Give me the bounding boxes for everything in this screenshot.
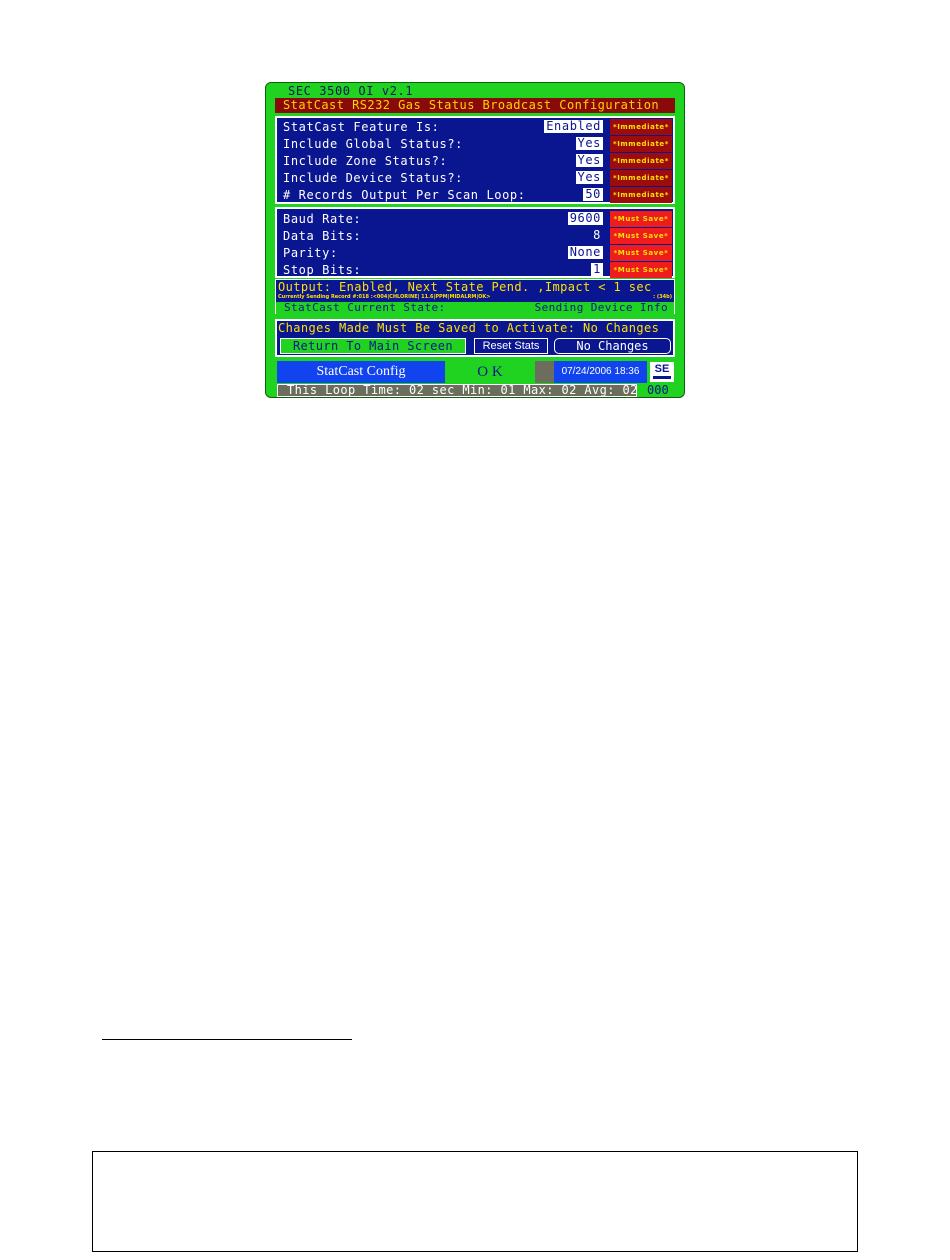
- setting-row-databits: [277, 228, 673, 245]
- sec-logo: [650, 362, 674, 382]
- hmi-screen: [265, 82, 685, 398]
- must-save-tag: *Must Save*: [610, 245, 672, 261]
- must-save-tag: *Must Save*: [610, 228, 672, 244]
- changes-message: Changes Made Must Be Saved to Activate: No Changes: [278, 321, 660, 335]
- feature-enabled-field[interactable]: Enabled: [546, 119, 601, 133]
- setting-row-zone: [277, 153, 673, 170]
- current-state-value: Sending Device Info: [534, 301, 668, 314]
- setting-label: # Records Output Per Scan Loop:: [283, 188, 526, 202]
- save-changes-button[interactable]: No Changes: [554, 338, 671, 354]
- status-spacer: [535, 361, 554, 383]
- setting-label: Data Bits:: [283, 229, 362, 243]
- immediate-tag: *Immediate*: [610, 187, 672, 203]
- output-status-text: Output: Enabled, Next State Pend. ,Impact < 1 sec: [278, 280, 652, 294]
- app-title: SEC 3500 OI v2.1: [288, 84, 414, 98]
- data-bits-field[interactable]: 8: [593, 228, 601, 242]
- immediate-tag: *Immediate*: [610, 136, 672, 152]
- setting-label: Stop Bits:: [283, 263, 362, 277]
- sending-bytes-text: : (34b): [653, 294, 672, 300]
- stop-bits-field[interactable]: 1: [593, 262, 601, 276]
- serial-settings-panel: [275, 207, 675, 278]
- setting-row-device: [277, 170, 673, 187]
- current-state-bar: [276, 302, 674, 314]
- setting-label: StatCast Feature Is:: [283, 120, 440, 134]
- output-status-box: [275, 279, 675, 314]
- setting-row-baud: [277, 211, 673, 228]
- setting-label: Include Global Status?:: [283, 137, 463, 151]
- include-device-field[interactable]: Yes: [577, 170, 601, 184]
- loop-counter: 000: [647, 383, 669, 397]
- must-save-tag: *Must Save*: [610, 211, 672, 227]
- status-strip: [277, 361, 675, 383]
- parity-field[interactable]: None: [569, 245, 601, 259]
- setting-row-global: [277, 136, 673, 153]
- page-title: StatCast RS232 Gas Status Broadcast Configuration: [275, 98, 675, 113]
- include-zone-field[interactable]: Yes: [577, 153, 601, 167]
- ok-status: O K: [445, 361, 535, 383]
- footer-box: [92, 1151, 858, 1252]
- immediate-tag: *Immediate*: [610, 170, 672, 186]
- logo-text: SE: [654, 363, 670, 375]
- setting-row-feature: [277, 119, 673, 136]
- records-per-loop-field[interactable]: 50: [585, 187, 601, 201]
- feature-settings-panel: [275, 116, 675, 204]
- return-to-main-button[interactable]: Return To Main Screen: [280, 338, 466, 354]
- include-global-field[interactable]: Yes: [577, 136, 601, 150]
- changes-panel: [275, 319, 675, 357]
- current-state-label: StatCast Current State:: [284, 301, 446, 314]
- sending-record-text: Currently Sending Record #:018 :<004|CHLORINE| 11.6|PPM|MIDALRM|OK>: [278, 294, 491, 300]
- immediate-tag: *Immediate*: [610, 119, 672, 135]
- baud-rate-field[interactable]: 9600: [569, 211, 601, 225]
- reset-stats-button[interactable]: Reset Stats: [474, 338, 548, 354]
- logo-underline: [653, 376, 671, 379]
- setting-label: Baud Rate:: [283, 212, 362, 226]
- must-save-tag: *Must Save*: [610, 262, 672, 278]
- datetime-display: 07/24/2006 18:36: [554, 361, 647, 383]
- footnote-divider: [102, 1039, 352, 1040]
- setting-label: Include Zone Status?:: [283, 154, 448, 168]
- setting-row-records: [277, 187, 673, 204]
- setting-row-parity: [277, 245, 673, 262]
- screen-name: StatCast Config: [277, 361, 445, 383]
- setting-label: Parity:: [283, 246, 338, 260]
- immediate-tag: *Immediate*: [610, 153, 672, 169]
- setting-row-stopbits: [277, 262, 673, 279]
- loop-time-bar: This Loop Time: 02 sec Min: 01 Max: 02 Avg: 02: [277, 384, 637, 397]
- setting-label: Include Device Status?:: [283, 171, 463, 185]
